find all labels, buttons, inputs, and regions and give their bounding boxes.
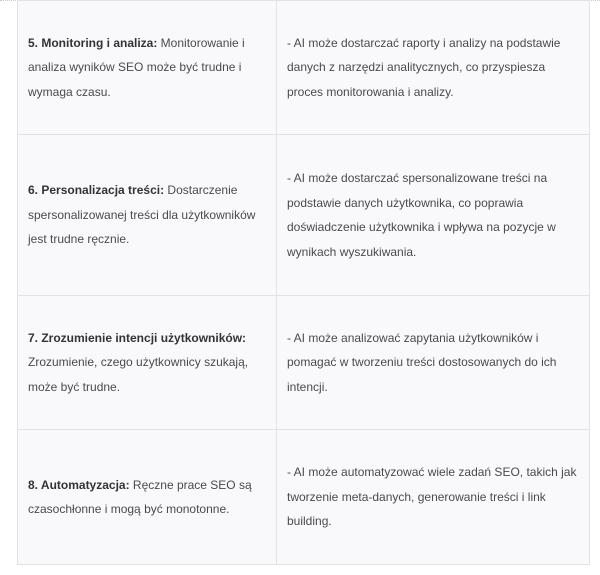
solution-cell xyxy=(277,135,590,296)
seo-ai-table xyxy=(17,0,587,565)
challenge-description: Zrozumienie, czego użytkownicy szukają, może być trudne. xyxy=(28,355,249,394)
challenge-cell xyxy=(18,1,277,135)
challenge-title: 7. Zrozumienie intencji użytkowników: xyxy=(28,330,247,345)
challenge-cell xyxy=(18,296,277,430)
table-row xyxy=(18,296,590,430)
challenge-description: Dostarczenie spersonalizowanej treści dla użytkowników jest trudne ręcznie. xyxy=(28,183,256,247)
solution-description: - AI może automatyzować wiele zadań SEO, takich jak tworzenie meta-danych, generowanie treści i link building. xyxy=(287,465,577,529)
challenge-title: 6. Personalizacja treści: xyxy=(28,183,165,198)
solution-cell xyxy=(277,296,590,430)
challenge-description: Monitorowanie i analiza wyników SEO może być trudne i wymaga czasu. xyxy=(28,35,245,99)
challenge-title: 8. Automatyzacja: xyxy=(28,477,130,492)
solution-cell xyxy=(277,430,590,565)
solution-description: - AI może dostarczać spersonalizowane treści na podstawie danych użytkownika, co poprawia doświadczenie użytkownika i wpływa na pozycje w wynikach wyszukiwania. xyxy=(287,171,556,259)
table-row xyxy=(18,135,590,296)
challenge-title: 5. Monitoring i analiza: xyxy=(28,35,158,50)
table-row xyxy=(18,1,590,135)
challenge-cell xyxy=(18,430,277,565)
challenge-cell xyxy=(18,135,277,296)
solution-description: - AI może analizować zapytania użytkowników i pomagać w tworzeniu treści dostosowanych do ich intencji. xyxy=(287,330,557,394)
table-row xyxy=(18,430,590,565)
solution-cell xyxy=(277,1,590,135)
solution-description: - AI może dostarczać raporty i analizy na podstawie danych z narzędzi analitycznych, co przyspiesza proces monitorowania i analizy. xyxy=(287,35,561,99)
challenge-description: Ręczne prace SEO są czasochłonne i mogą być monotonne. xyxy=(28,477,252,516)
